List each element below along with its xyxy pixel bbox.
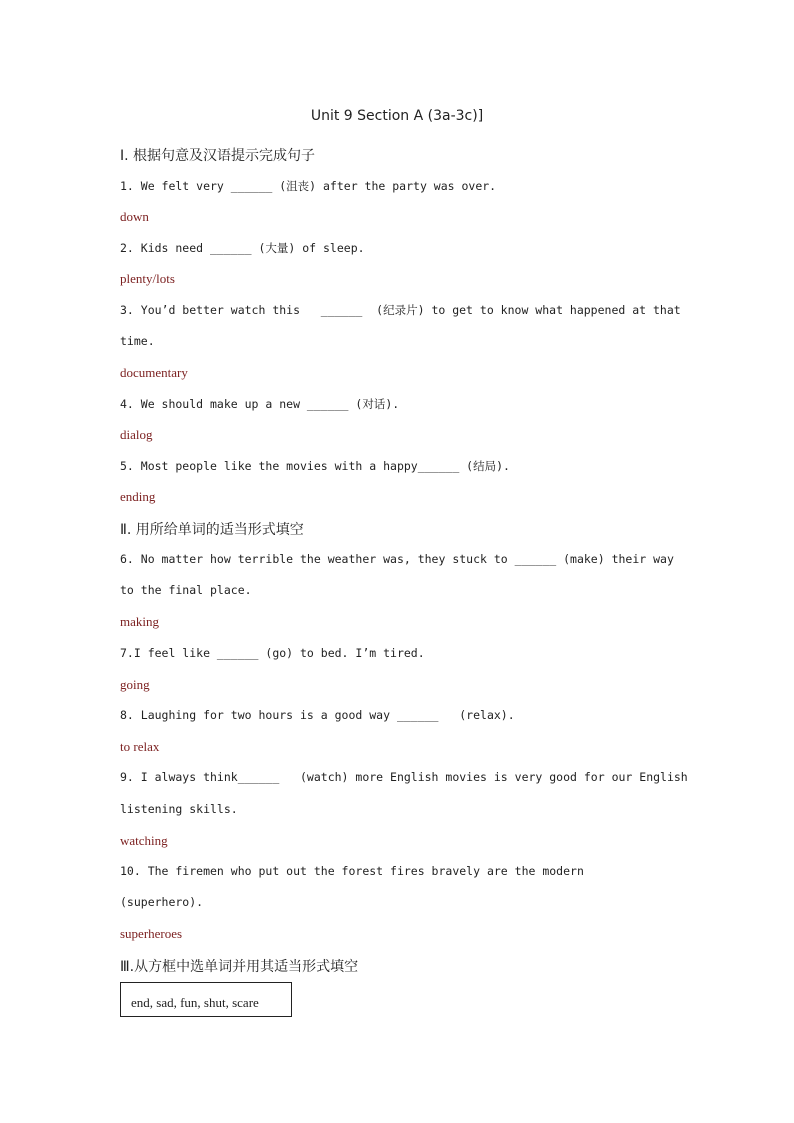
- question-6-line1: 6. No matter how terrible the weather was, they stuck to ______ (make) their way: [120, 552, 674, 566]
- question-4: 4. We should make up a new ______ (对话).: [120, 397, 400, 411]
- answer-7: going: [120, 677, 150, 692]
- answer-5: ending: [120, 489, 156, 504]
- word-box: end, sad, fun, shut, scare: [120, 982, 292, 1017]
- question-3-line2: time.: [120, 334, 155, 348]
- answer-4: dialog: [120, 427, 153, 442]
- page-title: Unit 9 Section A (3a-3c)]: [310, 108, 484, 124]
- question-6-line2: to the final place.: [120, 583, 252, 597]
- answer-1: down: [120, 209, 149, 224]
- answer-6: making: [120, 614, 159, 629]
- answer-3: documentary: [120, 365, 188, 380]
- question-9-line1: 9. I always think______ (watch) more English movies is very good for our English: [120, 770, 688, 784]
- question-9-line2: listening skills.: [120, 802, 238, 816]
- section2-heading: Ⅱ. 用所给单词的适当形式填空: [120, 522, 304, 538]
- question-1: 1. We felt very ______ (沮丧) after the party was over.: [120, 179, 497, 193]
- answer-2: plenty/lots: [120, 271, 175, 286]
- question-10-line1: 10. The firemen who put out the forest fires bravely are the modern: [120, 864, 584, 878]
- question-5: 5. Most people like the movies with a happy______ (结局).: [120, 459, 510, 473]
- answer-9: watching: [120, 833, 168, 848]
- section1-heading: Ⅰ. 根据句意及汉语提示完成句子: [120, 148, 316, 164]
- section3-heading: Ⅲ.从方框中选单词并用其适当形式填空: [120, 959, 359, 975]
- question-8: 8. Laughing for two hours is a good way ______ (relax).: [120, 708, 515, 722]
- question-10-line2: (superhero).: [120, 895, 204, 909]
- answer-10: superheroes: [120, 926, 183, 941]
- question-7: 7.I feel like ______ (go) to bed. I’m tired.: [120, 646, 425, 660]
- answer-8: to relax: [120, 739, 160, 754]
- question-3-line1: 3. You’d better watch this ______ (纪录片) to get to know what happened at that: [120, 303, 681, 317]
- question-2: 2. Kids need ______ (大量) of sleep.: [120, 241, 365, 255]
